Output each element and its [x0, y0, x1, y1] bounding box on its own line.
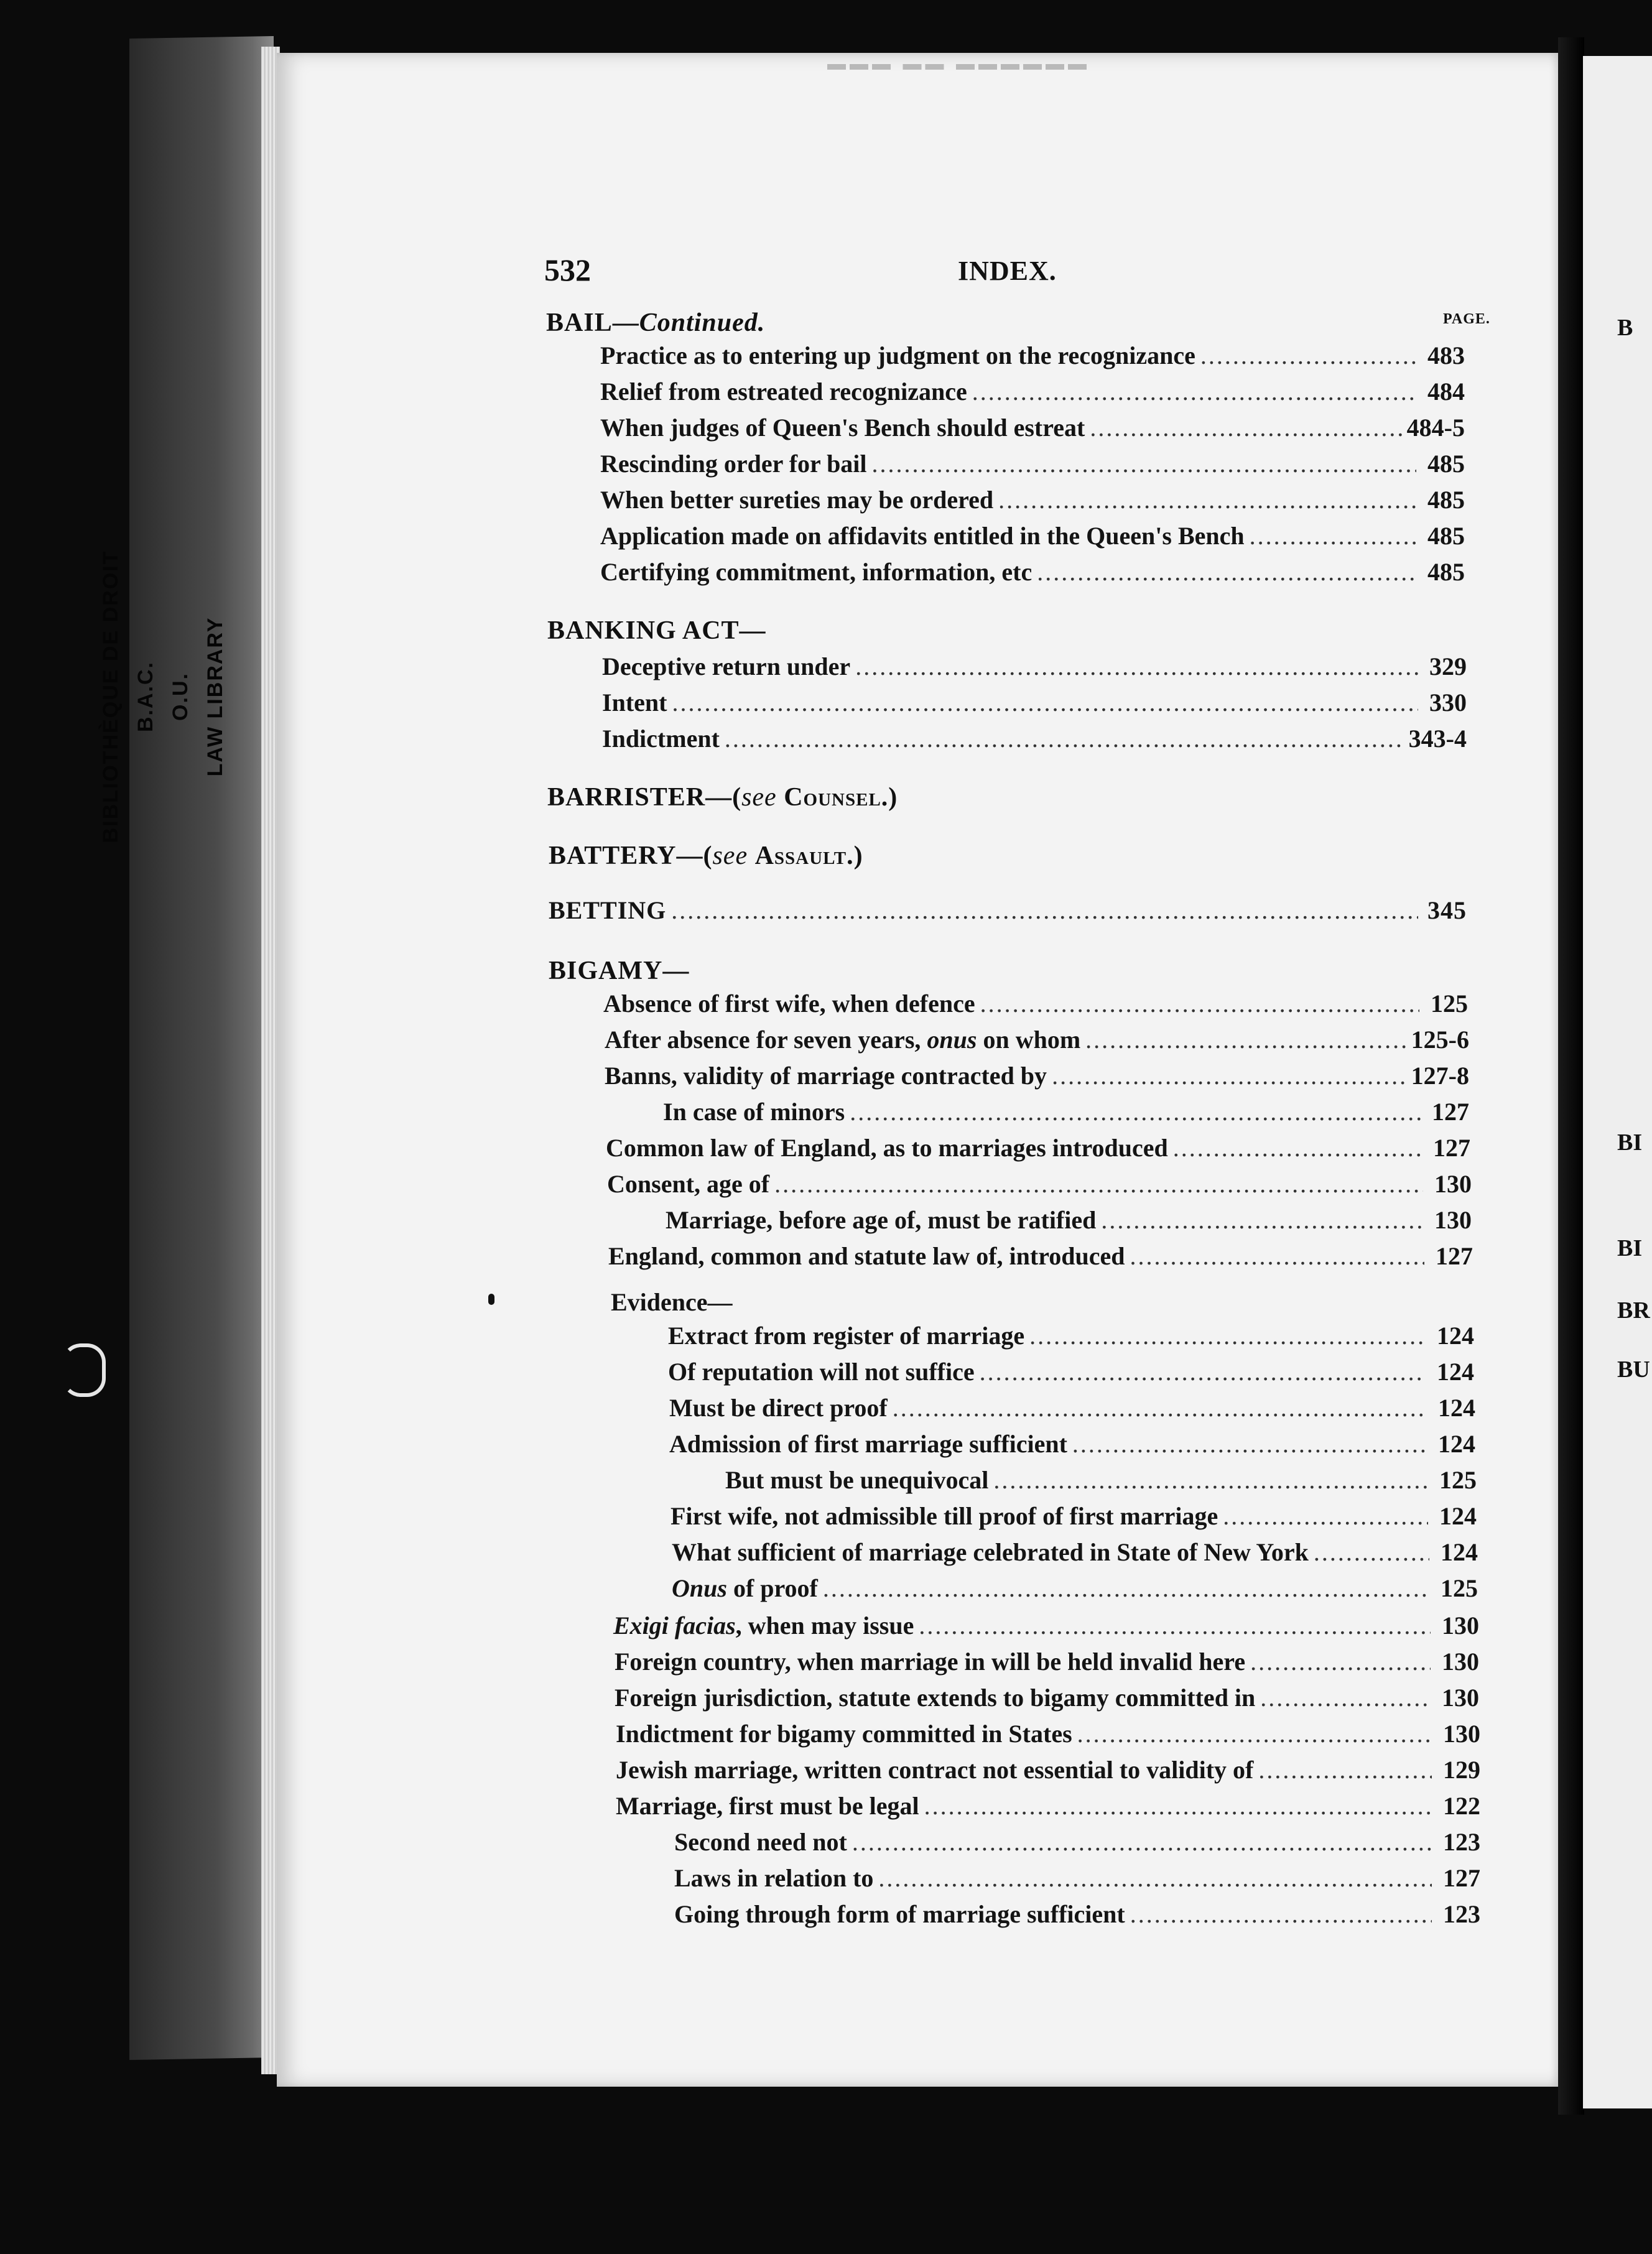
page-ref: 130 [1443, 1720, 1480, 1748]
index-entry: Common law of England, as to marriages introduced ..... 127 [606, 1133, 1470, 1162]
page-ref: 124 [1438, 1430, 1475, 1458]
stamp-line: BIBLIOTHÈQUE DE DROIT [99, 550, 123, 843]
facing-page-fragment: BI [1617, 1235, 1643, 1261]
page-ref: 130 [1434, 1206, 1472, 1234]
index-entry: Foreign jurisdiction, statute extends to bigamy committed in ..... 130 [615, 1683, 1479, 1712]
facing-page-fragment: BR [1617, 1297, 1650, 1324]
index-subentry: Of reputation will not suffice ..... 124 [668, 1357, 1474, 1386]
page-ref: 122 [1443, 1792, 1480, 1820]
index-entry: Deceptive return under ..... 329 [602, 652, 1467, 681]
index-entry: Relief from estreated recognizance ..... 484 [600, 377, 1465, 406]
facing-page [1583, 56, 1652, 2108]
page-ref: 124 [1438, 1394, 1475, 1422]
index-entry-betting: BETTING ..... 345 [549, 896, 1467, 925]
page-ref: 123 [1443, 1828, 1480, 1856]
index-entry: Application made on affidavits entitled in the Queen's Bench ..... 485 [600, 521, 1465, 550]
page-ref: 484 [1427, 378, 1465, 406]
page-ref: 130 [1442, 1612, 1479, 1639]
page-ref: 485 [1427, 522, 1465, 550]
index-subentry: First wife, not admissible till proof of first marriage ..... 124 [671, 1501, 1477, 1531]
library-stamp [93, 535, 255, 858]
page-ref: 127 [1443, 1864, 1480, 1892]
index-subentry: Second need not ..... 123 [674, 1827, 1480, 1857]
page-ref: 130 [1442, 1684, 1479, 1712]
facing-page-fragment: B [1617, 315, 1633, 341]
index-subentry: Marriage, before age of, must be ratified ..... 130 [666, 1205, 1472, 1235]
index-subentry: Must be direct proof ..... 124 [669, 1393, 1475, 1422]
heading-battery: BATTERY—(see Assault.) [549, 842, 863, 870]
index-subentry: Laws in relation to ..... 127 [674, 1863, 1480, 1893]
page-ref: 124 [1441, 1538, 1478, 1566]
index-entry: When better sureties may be ordered ..... 485 [600, 485, 1465, 514]
page-column-label: PAGE. [1443, 311, 1490, 327]
page-ref: 130 [1434, 1170, 1472, 1198]
index-subsubentry: But must be unequivocal ..... 125 [725, 1465, 1477, 1495]
index-entry: Indictment for bigamy committed in States ..... 130 [616, 1719, 1480, 1748]
index-subentry: Going through form of marriage sufficient ..... 123 [674, 1899, 1480, 1929]
page-ref: 125 [1431, 990, 1468, 1018]
ink-speck [488, 1294, 494, 1305]
index-entry: Exigi facias, when may issue ..... 130 [613, 1611, 1479, 1640]
page-ref: 485 [1427, 450, 1465, 478]
page-ref: 485 [1427, 558, 1465, 586]
index-entry: Banns, validity of marriage contracted by ..... 127-8 [605, 1061, 1469, 1090]
stamp-line: LAW LIBRARY [203, 616, 227, 777]
index-subentry: Extract from register of marriage ..... 124 [668, 1321, 1474, 1350]
page-ref: 130 [1442, 1648, 1479, 1676]
page-ref: 125 [1439, 1466, 1477, 1494]
page-ref: 124 [1437, 1322, 1474, 1350]
heading-banking-act: BANKING ACT— [547, 616, 766, 645]
page-number: 532 [544, 253, 591, 287]
page-ref: 127 [1432, 1098, 1469, 1126]
book-spine [129, 36, 274, 2060]
page-ref: 329 [1429, 652, 1467, 680]
heading-bigamy: BIGAMY— [549, 957, 690, 985]
page-ref: 330 [1429, 689, 1467, 717]
facing-page-fragment: BU [1617, 1357, 1650, 1383]
page-ref: 127 [1433, 1134, 1470, 1162]
heading-bail [546, 308, 765, 338]
index-entry: Jewish marriage, written contract not essential to validity of ..... 129 [616, 1755, 1480, 1784]
subheading-evidence: Evidence— [611, 1288, 733, 1316]
page-ref: 123 [1443, 1900, 1480, 1928]
index-entry: Intent ..... 330 [602, 688, 1467, 717]
page-ref: 345 [1427, 896, 1467, 924]
index-entry: Indictment ..... 343-4 [602, 724, 1467, 753]
index-subentry: What sufficient of marriage celebrated in State of New York ..... 124 [672, 1537, 1478, 1567]
index-entry: Consent, age of ..... 130 [607, 1169, 1472, 1199]
index-subentry: Admission of first marriage sufficient ..... 124 [669, 1429, 1475, 1459]
index-entry: Absence of first wife, when defence ..... 125 [603, 989, 1468, 1018]
index-entry: Marriage, first must be legal ..... 122 [616, 1791, 1480, 1820]
index-entry: Certifying commitment, information, etc ..... 485 [600, 557, 1465, 587]
page-ref: 483 [1427, 341, 1465, 369]
heading-continued: Continued. [639, 308, 766, 337]
stamp-line: O.U. [169, 672, 192, 721]
page-ref: 343-4 [1408, 725, 1467, 753]
index-entry: Foreign country, when marriage in will be held invalid here ..... 130 [615, 1647, 1479, 1676]
page-ref: 125 [1441, 1574, 1478, 1602]
index-entry: Practice as to entering up judgment on the recognizance ..... 483 [600, 341, 1465, 370]
bleed-through-text: ▬▬▬ ▬▬ ▬▬▬▬▬▬ [827, 53, 1090, 71]
page-ref: 127 [1436, 1242, 1473, 1270]
index-entry: When judges of Queen's Bench should estreat ..... 484-5 [600, 413, 1465, 442]
facing-page-fragment: BI [1617, 1129, 1643, 1156]
clip-mark [62, 1343, 106, 1397]
page-ref: 124 [1439, 1502, 1477, 1530]
gutter-shadow [1558, 37, 1584, 2115]
index-subentry: In case of minors ..... 127 [663, 1097, 1469, 1126]
index-entry: After absence for seven years, onus on whom ..... 125-6 [605, 1025, 1469, 1054]
page-ref: 125-6 [1411, 1026, 1469, 1054]
heading-text: BAIL— [546, 308, 639, 337]
page-ref: 124 [1437, 1358, 1474, 1386]
index-entry: England, common and statute law of, introduced ..... 127 [608, 1241, 1473, 1271]
page-ref: 127-8 [1411, 1062, 1469, 1090]
stamp-line: B.A.C. [134, 661, 157, 732]
page-ref: 485 [1427, 486, 1465, 514]
index-entry: Rescinding order for bail ..... 485 [600, 449, 1465, 478]
page-ref: 129 [1443, 1756, 1480, 1784]
index-subentry: Onus of proof ..... 125 [672, 1574, 1478, 1603]
page-ref: 484-5 [1406, 414, 1465, 442]
page-title: INDEX. [958, 256, 1057, 286]
heading-barrister: BARRISTER—(see Counsel.) [547, 783, 898, 812]
